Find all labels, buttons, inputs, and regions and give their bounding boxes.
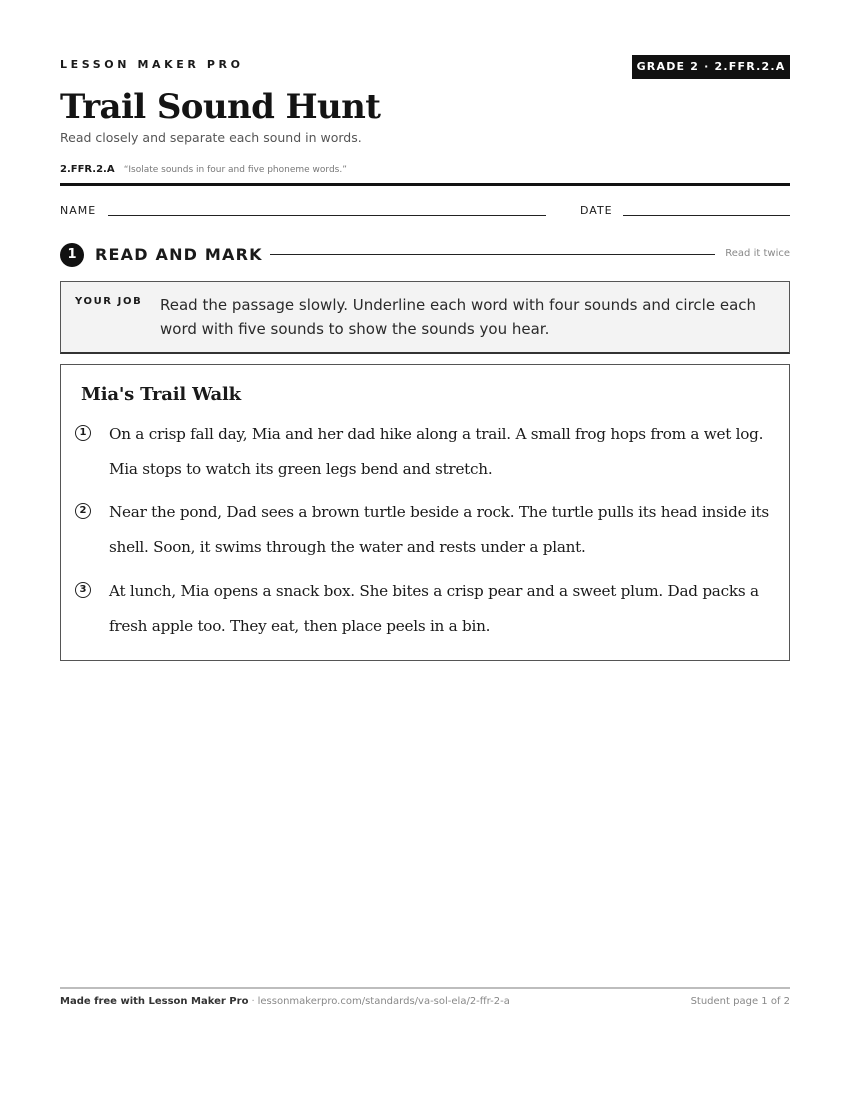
section-divider: [270, 254, 715, 255]
date-label: DATE: [580, 204, 613, 217]
paragraph-number-icon: 2: [75, 503, 91, 519]
page-subtitle: Read closely and separate each sound in words.: [60, 130, 362, 145]
footer-separator: ·: [251, 996, 255, 1007]
section-title: READ AND MARK: [95, 245, 263, 264]
paragraph-number-icon: 3: [75, 582, 91, 598]
section-number-badge: 1: [60, 243, 84, 267]
header-divider: [60, 183, 790, 186]
footer-page-number: Student page 1 of 2: [690, 996, 790, 1007]
paragraph-text: At lunch, Mia opens a snack box. She bites a crisp pear and a sweet plum. Dad packs a fresh apple too. They eat, then place peels in a bin.: [109, 582, 759, 635]
instructions-text: Read the passage slowly. Underline each word with four sounds and circle each word with five sounds to show the sounds you hear.: [160, 296, 757, 338]
paragraph-text: Near the pond, Dad sees a brown turtle beside a rock. The turtle pulls its head inside its shell. Soon, it swims through the water and rests under a plant.: [109, 503, 769, 556]
footer-divider: [60, 987, 790, 989]
date-field-line[interactable]: [623, 215, 790, 216]
section-note: Read it twice: [725, 248, 790, 259]
standard-description: “Isolate sounds in four and five phoneme words.”: [123, 165, 347, 175]
paragraph-number-icon: 1: [75, 425, 91, 441]
passage-box: [60, 364, 790, 661]
footer-made-with: Made free with Lesson Maker Pro: [60, 996, 249, 1007]
passage-title: Mia's Trail Walk: [81, 384, 241, 405]
grade-badge: GRADE 2 · 2.FFR.2.A: [632, 55, 790, 79]
page-title: Trail Sound Hunt: [60, 87, 381, 127]
brand-name: LESSON MAKER PRO: [60, 58, 244, 71]
footer-url-link[interactable]: lessonmakerpro.com/standards/va-sol-ela/2-ffr-2-a: [257, 996, 510, 1007]
standard-code: 2.FFR.2.A: [60, 164, 115, 175]
standard-line: [60, 157, 347, 176]
paragraph-text: On a crisp fall day, Mia and her dad hike along a trail. A small frog hops from a wet log. Mia stops to watch its green legs bend and stretch.: [109, 425, 764, 478]
footer-credit: [60, 996, 510, 1007]
instructions-box: [60, 281, 790, 354]
name-label: NAME: [60, 204, 97, 217]
worksheet-page: [60, 0, 790, 1100]
instructions-label: YOUR JOB: [75, 296, 143, 307]
name-field-line[interactable]: [108, 215, 546, 216]
